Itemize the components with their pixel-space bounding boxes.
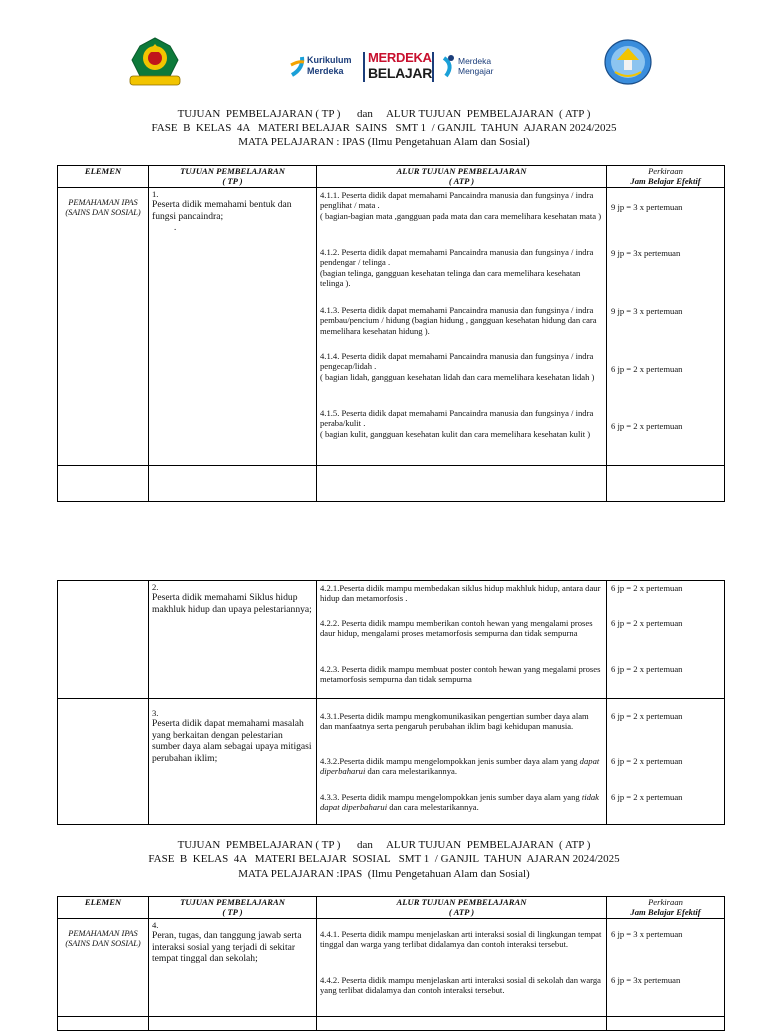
heading-2-line3: MATA PELAJARAN :IPAS (Ilmu Pengetahuan Alam dan Sosial) [238,868,530,880]
atp-item: 4.1.1. Peserta didik dapat memahami Pancaindra manusia dan fungsinya / indra penglihat / mata . ( bagian-bagian mata ,gangguan pada mata dan cara memelihara kesehatan mata ) [320,190,602,221]
tp-cell [149,581,317,699]
header-atp-2: ( ATP ) [448,175,475,186]
atp-item: 4.4.1. Peserta didik mampu menjelaskan arti interaksi sosial di lingkungan tempat tinggal dan warga yang terlibat didalamya dan contoh interaksi tersebut. [320,929,602,950]
atp-item: 4.1.3. Peserta didik dapat memahami Pancaindra manusia dan fungsinya / indra pembau/pencium / hidung (bagian hidung , gangguan kesehatan hidung dan cara memelihara kesehatan hidung ). [320,305,597,336]
atp-cell [317,188,607,466]
atp-item [320,792,603,813]
merdeka-text: Merdeka [307,66,344,76]
empty-cell [149,466,317,502]
header-jam-1: Perkiraan [648,897,683,907]
merdeka-belajar-line2: BELAJAR [368,65,433,81]
atp-emphasis: dapat diperbaharui [320,756,600,777]
tp-dot: . [174,222,177,232]
tp-number: 4. [152,920,159,930]
tp-atp-table-sains-continued [57,580,725,825]
header-tp [149,166,317,188]
atp-item: 4.4.2. Peserta didik mampu menjelaskan arti interaksi sosial di sekolah dan warga yang terlibat didalamya dan contoh interaksi tersebut. [320,975,601,996]
tp-number: 3. [152,708,159,718]
jam-item: 6 jp = 2 x pertemuan [611,756,683,766]
atp-cell [317,581,607,699]
jam-item: 9 jp = 3 x pertemuan [611,202,683,212]
logo-divider-2 [432,52,434,82]
jam-cell [607,919,725,1017]
kemenag-emblem [126,36,184,88]
heading-2-line1: TUJUAN PEMBELAJARAN ( TP ) dan ALUR TUJUAN PEMBELAJARAN ( ATP ) [177,839,591,851]
kurikulum-text: Kurikulum [307,55,352,65]
header-tp-2: ( TP ) [222,175,243,186]
tp-text: Peserta didik memahami Siklus hidup makhluk hidup dan upaya pelestariannya; [152,592,312,615]
header-atp-1: ALUR TUJUAN PEMBELAJARAN [396,897,527,907]
jam-item: 6 jp = 3x pertemuan [611,975,681,985]
empty-cell [58,466,149,502]
header-elemen: ELEMEN [58,166,149,188]
atp-item: 4.2.2. Peserta didik mampu memberikan contoh hewan yang mengalami proses daur hidup, mengalami proses metamorfosis sempurna dan tidak sempurna [320,618,593,639]
atp-item: 4.2.3. Peserta didik mampu membuat poster contoh hewan yang megalami proses metamorfosis sempurna dan tidak sempurna [320,664,601,685]
header-jam [607,166,725,188]
atp-text: 4.3.2.Peserta didik mampu mengelompokkan jenis sumber daya alam yang [320,756,580,766]
merdeka-mengajar-line2: Mengajar [458,66,494,76]
atp-cell [317,919,607,1017]
atp-item: 4.3.1.Peserta didik mampu mengkomunikasikan pengertian sumber daya alam dan manfaatnya serta pengaruh perubahan iklim bagi kehidupan manusia. [320,711,589,732]
jam-item: 6 jp = 2 x pertemuan [611,792,683,802]
header-atp [317,897,607,919]
header-tp [149,897,317,919]
heading-1-line2: FASE B KELAS 4A MATERI BELAJAR SAINS SMT 1 / GANJIL TAHUN AJARAN 2024/2025 [151,122,617,134]
elemen-cell: PEMAHAMAN IPAS (SAINS DAN SOSIAL) [58,919,149,1017]
table-header-row [58,897,725,919]
jam-cell [607,188,725,466]
atp-item: 4.1.4. Peserta didik dapat memahami Pancaindra manusia dan fungsinya / indra pengecap/lidah . ( bagian lidah, gangguan kesehatan lidah dan cara memelihara kesehatan lidah ) [320,351,595,382]
atp-item: 4.1.2. Peserta didik dapat memahami Pancaindra manusia dan fungsinya / indra pendengar / telinga . (bagian telinga, gangguan kesehatan telinga dan cara memelihara kesehatan telinga ). [320,247,594,289]
jam-item: 9 jp = 3x pertemuan [611,248,681,258]
atp-text: dan cara melestarikannya. [387,802,479,813]
elemen-cell: PEMAHAMAN IPAS (SAINS DAN SOSIAL) [58,188,149,466]
jam-cell [607,581,725,699]
merdeka-belajar-logo [368,50,433,84]
tp-cell [149,699,317,825]
jam-item: 9 jp = 3 x pertemuan [611,306,683,316]
jam-cell [607,699,725,825]
tp-text: Peserta didik memahami bentuk dan fungsi pancaindra; [152,199,292,222]
tp-atp-table-sosial [57,896,725,1031]
elemen-cell [58,699,149,825]
header-elemen: ELEMEN [58,897,149,919]
tut-wuri-handayani-emblem [603,38,653,86]
jam-item: 6 jp = 2 x pertemuan [611,583,683,593]
table-row [58,188,725,466]
header-atp [317,166,607,188]
empty-cell [317,466,607,502]
heading-1-line1: TUJUAN PEMBELAJARAN ( TP ) dan ALUR TUJUAN PEMBELAJARAN ( ATP ) [177,108,591,120]
jam-item: 6 jp = 2 x pertemuan [611,364,683,374]
tp-text: Peserta didik dapat memahami masalah yang berkaitan dengan pelestarian sumber daya alam sebagai upaya mitigasi perubahan iklim; [152,718,312,764]
jam-item: 6 jp = 2 x pertemuan [611,421,683,431]
header-atp-1: ALUR TUJUAN PEMBELAJARAN [396,166,527,176]
jam-item: 6 jp = 2 x pertemuan [611,618,683,628]
table-row [58,581,725,699]
header-tp-1: TUJUAN PEMBELAJARAN [180,897,285,907]
tp-number: 1. [152,189,159,199]
merdeka-mengajar-logo [440,54,510,80]
table-row [58,699,725,825]
header-jam-2: Jam Belajar Efektif [630,175,701,186]
merdeka-mengajar-line1: Merdeka [458,56,492,66]
header-jam [607,897,725,919]
table-row-empty [58,466,725,502]
atp-item [320,756,603,777]
elemen-cell [58,581,149,699]
kurikulum-merdeka-logo [289,53,359,81]
jam-item: 6 jp = 2 x pertemuan [611,711,683,721]
logo-divider [363,52,365,82]
tp-cell [149,188,317,466]
atp-item: 4.2.1.Peserta didik mampu membedakan siklus hidup makhluk hidup, antara daur hidup dan metamorfosis . [320,583,601,604]
header-atp-2: ( ATP ) [448,906,475,917]
jam-item: 6 jp = 2 x pertemuan [611,664,683,674]
atp-emphasis: tidak dapat diperbaharui [320,792,599,813]
heading-1-line3: MATA PELAJARAN : IPAS (Ilmu Pengetahuan Alam dan Sosial) [238,136,530,148]
table-row [58,919,725,1017]
header-jam-1: Perkiraan [648,166,683,176]
header-jam-2: Jam Belajar Efektif [630,906,701,917]
atp-text: 4.3.3. Peserta didik mampu mengelompokkan jenis sumber daya alam yang [320,792,582,802]
heading-2-line2: FASE B KELAS 4A MATERI BELAJAR SOSIAL SMT 1 / GANJIL TAHUN AJARAN 2024/2025 [148,853,620,865]
table-header-row [58,166,725,188]
tp-text: Peran, tugas, dan tanggung jawab serta interaksi sosial yang terjadi di sekitar tempat tinggal dan sekolah; [152,930,302,964]
tp-number: 2. [152,582,159,592]
jam-item: 6 jp = 3 x pertemuan [611,929,683,939]
tp-atp-table-sains [57,165,725,502]
tp-cell [149,919,317,1017]
atp-text: dan cara melestarikannya. [365,766,457,777]
header-tp-1: TUJUAN PEMBELAJARAN [180,166,285,176]
header-tp-2: ( TP ) [222,906,243,917]
merdeka-belajar-line1: MERDEKA [368,50,432,65]
empty-cell [607,466,725,502]
atp-cell [317,699,607,825]
atp-item: 4.1.5. Peserta didik dapat memahami Pancaindra manusia dan fungsinya / indra peraba/kulit . ( bagian kulit, gangguan kesehatan kulit dan cara memelihara kesehatan kulit ) [320,408,594,439]
